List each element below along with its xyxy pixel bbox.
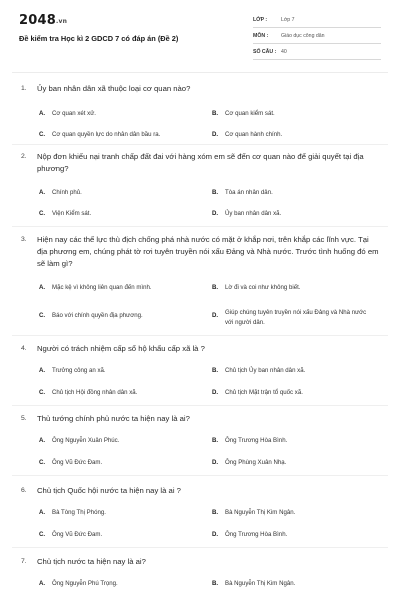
option-text: Báo với chính quyền địa phương.: [52, 312, 143, 319]
option-text: Chính phủ.: [52, 189, 82, 196]
option-text: Giúp chúng tuyên truyền nói xấu Đảng và Nhà nước với người dân.: [225, 309, 367, 326]
question-number: 7.: [21, 558, 27, 565]
meta-value: Lớp 7: [281, 17, 295, 23]
option-text: Viện Kiểm sát.: [52, 210, 92, 217]
option-letter: D.: [212, 459, 219, 466]
question-text: [21, 83, 381, 95]
question-body: Ủy ban nhân dân xã thuộc loại cơ quan nào?: [37, 84, 191, 93]
question-number: 6.: [21, 487, 27, 494]
option-text: Cơ quan kiểm sát.: [225, 110, 275, 117]
question-text: [21, 485, 381, 497]
option-text: Tòa án nhân dân.: [225, 189, 273, 196]
option-text: Lờ đi và coi như không biết.: [225, 284, 301, 291]
question-body: Hiện nay các thế lực thù địch chống phá nhà nước có mặt ở khắp nơi, trên khắp các lĩnh vực. Tại địa phương em, chúng phát tờ rơi tuyên truyền nói xấu Đảng và Nhà nước. Trước tình huống đó em sẽ làm gì?: [37, 235, 379, 269]
option-text: Bà Tòng Thị Phóng.: [52, 509, 106, 516]
question-body: Chủ tịch Quốc hội nước ta hiện nay là ai ?: [37, 486, 181, 495]
option-letter: D.: [212, 210, 219, 217]
question-separator: [12, 335, 388, 336]
option-letter: C.: [39, 312, 46, 319]
question-body: Nộp đơn khiếu nại tranh chấp đất đai với hàng xóm em sẽ đến cơ quan nào để giải quyết tại địa phương?: [37, 152, 364, 174]
option-text: Ông Trương Hòa Bình.: [225, 531, 288, 538]
option-letter: B.: [212, 110, 219, 117]
option-text: Ông Vũ Đức Đam.: [52, 459, 103, 466]
option-text: Cơ quan hành chính.: [225, 131, 283, 138]
option-letter: B.: [212, 367, 219, 374]
logo-suffix: .vn: [55, 18, 68, 25]
question-separator: [12, 547, 388, 548]
meta-row-count: [253, 46, 381, 60]
option-letter: C.: [39, 459, 46, 466]
option-text: Ông Vũ Đức Đam.: [52, 531, 103, 538]
meta-key: LỚP :: [253, 17, 268, 23]
question-text: [21, 234, 381, 271]
option-text: Ông Phùng Xuân Nhạ.: [225, 459, 287, 466]
option-letter: A.: [39, 509, 46, 516]
option-letter: A.: [39, 284, 46, 291]
option-text: Ông Trương Hòa Bình.: [225, 437, 288, 444]
question-body: Chủ tịch nước ta hiện nay là ai?: [37, 557, 146, 566]
question-separator: [12, 226, 388, 227]
question-separator: [12, 405, 388, 406]
option-letter: C.: [39, 531, 46, 538]
question-separator: [12, 475, 388, 476]
option-letter: D.: [212, 312, 219, 319]
option-text: Bà Nguyễn Thị Kim Ngân.: [225, 580, 296, 587]
option-text: Trưởng công an xã.: [52, 367, 106, 374]
option-text: Mặc kệ vì không liên quan đến mình.: [52, 284, 152, 291]
header-divider: [12, 72, 388, 73]
option-letter: A.: [39, 110, 46, 117]
option-text: Chủ tịch Hội đồng nhân dân xã.: [52, 389, 138, 396]
question-number: 5.: [21, 415, 27, 422]
option-letter: D.: [212, 531, 219, 538]
meta-row-class: [253, 14, 381, 28]
meta-value: 40: [281, 49, 287, 55]
logo-text: 2048: [19, 13, 56, 28]
option-text: Bà Nguyễn Thị Kim Ngân.: [225, 509, 296, 516]
option-letter: D.: [212, 389, 219, 396]
option-text: Ông Nguyễn Phú Trọng.: [52, 580, 118, 587]
option-letter: A.: [39, 189, 46, 196]
meta-key: MÔN :: [253, 33, 269, 39]
question-separator: [12, 144, 388, 145]
question-number: 2.: [21, 153, 27, 160]
question-number: 4.: [21, 345, 27, 352]
option-letter: A.: [39, 367, 46, 374]
option-letter: C.: [39, 210, 46, 217]
option-letter: B.: [212, 437, 219, 444]
option-letter: C.: [39, 131, 46, 138]
option-letter: B.: [212, 509, 219, 516]
question-number: 1.: [21, 85, 27, 92]
document-meta: [253, 14, 381, 62]
option-text: Cơ quan xét xử.: [52, 110, 96, 117]
document-header: [0, 0, 400, 70]
option-text: Chủ tịch Ủy ban nhân dân xã.: [225, 367, 306, 374]
question-text: [21, 151, 381, 175]
question-body: Người có trách nhiệm cấp sổ hộ khẩu cấp xã là ?: [37, 344, 205, 353]
option-letter: B.: [212, 189, 219, 196]
question-text: [21, 413, 381, 425]
option-letter: B.: [212, 580, 219, 587]
document-title: Đề kiểm tra Học kì 2 GDCD 7 có đáp án (Đề 2): [19, 34, 179, 43]
question-number: 3.: [21, 236, 27, 243]
option-text: Chủ tịch Mặt trận tổ quốc xã.: [225, 389, 303, 396]
option-letter: B.: [212, 284, 219, 291]
option-letter: C.: [39, 389, 46, 396]
option-text: Ông Nguyễn Xuân Phúc.: [52, 437, 120, 444]
option-text: Cơ quan quyền lực do nhân dân bầu ra.: [52, 131, 161, 138]
question-text: [21, 343, 381, 355]
option-letter: A.: [39, 437, 46, 444]
meta-value: Giáo dục công dân: [281, 33, 325, 39]
site-logo[interactable]: [19, 13, 67, 28]
question-body: Thủ tướng chính phủ nước ta hiện nay là ai?: [37, 414, 190, 423]
meta-row-subject: [253, 30, 381, 44]
option-text: Ủy ban nhân dân xã.: [225, 210, 282, 217]
option-letter: A.: [39, 580, 46, 587]
question-text: [21, 556, 381, 568]
option-letter: D.: [212, 131, 219, 138]
meta-key: SỐ CÂU :: [253, 49, 277, 55]
